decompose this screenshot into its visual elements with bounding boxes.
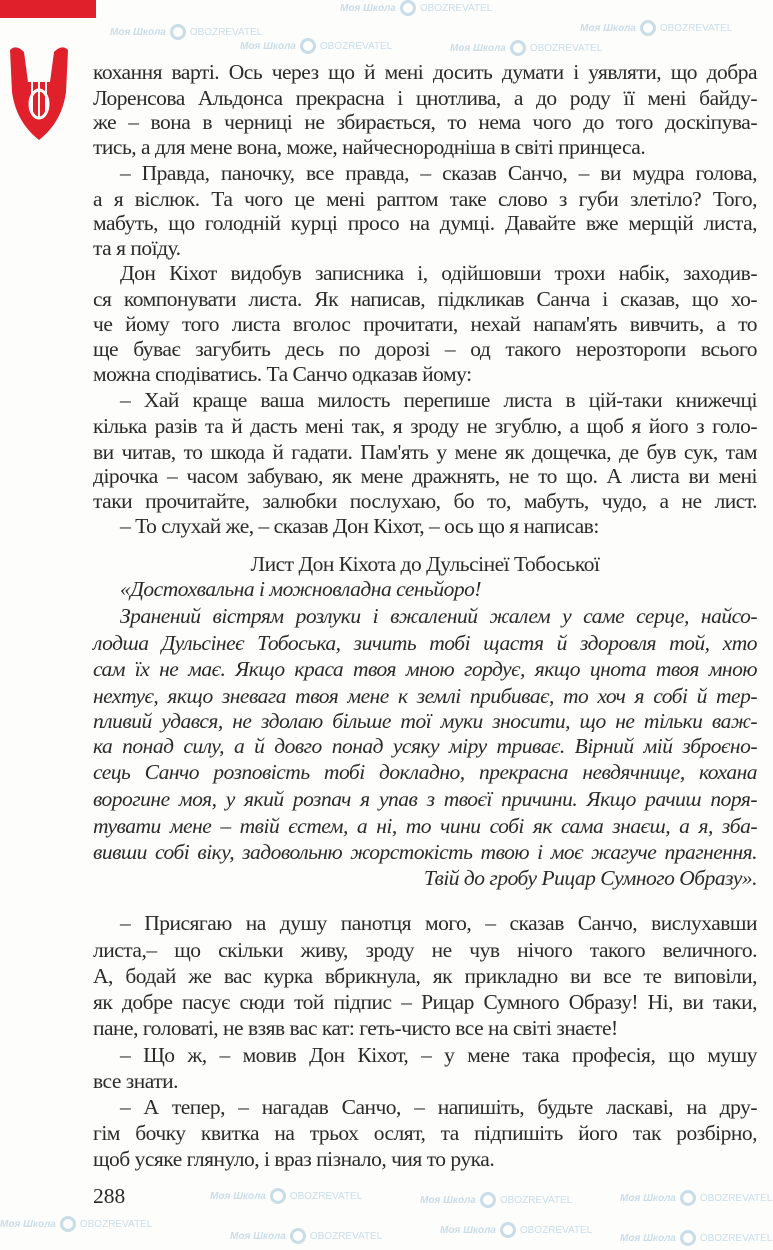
watermark-school: Моя Школа	[340, 2, 396, 14]
watermark-brand: OBOZREVATEL	[699, 1232, 773, 1244]
watermark-school: Моя Школа	[420, 1194, 476, 1206]
page-number: 288	[93, 1184, 126, 1208]
letter-text-line: тувати мене – твій єстем, а ні, то чини собі як сама знаєш, а я, зба-	[93, 814, 757, 838]
watermark	[340, 0, 492, 16]
watermark	[0, 1216, 152, 1232]
letter-text-line: «Достохвальна і можновладна сеньйоро!	[120, 577, 481, 601]
watermark-brand: OBOZREVATEL	[659, 22, 733, 34]
watermark	[240, 38, 392, 54]
watermark	[620, 1190, 772, 1206]
red-corner-bar	[0, 0, 96, 18]
watermark	[420, 1192, 572, 1208]
text-line: листа,– що скільки живу, зроду не чув нічого такого величного.	[93, 938, 757, 962]
watermark-logo-icon	[480, 1192, 496, 1208]
text-line: все знати.	[93, 1069, 179, 1093]
watermark	[580, 20, 732, 36]
watermark-school: Моя Школа	[240, 40, 296, 52]
watermark	[230, 1228, 382, 1244]
watermark-logo-icon	[300, 38, 316, 54]
text-line: можна сподіватись. Та Санчо одказав йому:	[93, 362, 472, 386]
text-line: кілька разів та й дасть мені так, я зроду не згублю, а щоб я його з голо-	[93, 414, 757, 438]
letter-text-line: нехтує, якщо зневага твоя мене к землі прибиває, то хоч я собі й тер-	[93, 684, 757, 708]
watermark-logo-icon	[640, 20, 656, 36]
text-line: Дон Кіхот видобув записника і, одійшовши трохи набік, заходив-	[120, 261, 757, 285]
watermark-brand: OBOZREVATEL	[189, 26, 263, 38]
watermark	[450, 40, 602, 56]
watermark-logo-icon	[170, 24, 186, 40]
letter-text-line: вивши собі віку, задовольню жорстокість твою і моє жагуче прагнення.	[93, 840, 757, 864]
letter-text-line: Твій до гробу Рицар Сумного Образу».	[423, 866, 757, 890]
text-line: мабуть, що голодній курці просо на думці. Давайте вже мерщій листа,	[93, 211, 757, 235]
watermark-school: Моя Школа	[230, 1230, 286, 1242]
watermark-logo-icon	[510, 40, 526, 56]
text-line: таки прочитайте, залюбки послухаю, бо то, мабуть, чудо, а не лист.	[93, 489, 757, 513]
watermark-school: Моя Школа	[620, 1232, 676, 1244]
text-line: тись, а для мене вона, може, найчеснородніша в світі принцеса.	[93, 135, 646, 159]
text-line: пане, головаті, не взяв вас кат: геть-чисто все на світі знаєте!	[93, 1016, 618, 1040]
text-line: ся компонувати листа. Як написав, підкликав Санча і сказав, що хо-	[93, 287, 757, 311]
watermark-logo-icon	[270, 1188, 286, 1204]
text-line: – Що ж, – мовив Дон Кіхот, – у мене така професія, що мушу	[120, 1043, 757, 1067]
watermark-brand: OBOZREVATEL	[309, 1230, 383, 1242]
watermark-brand: OBOZREVATEL	[529, 42, 603, 54]
text-line: А, бодай же вас курка вбрикнула, як прикладно ви все те виповіли,	[93, 964, 757, 988]
letter-text-line: ворогине моя, у який розпач я упав з твоєї причини. Якщо рачиш поря-	[93, 787, 757, 811]
watermark	[440, 1222, 592, 1238]
text-line: гім бочку квитка на трьох ослят, та підпишіть його так розбірно,	[93, 1121, 757, 1145]
watermark-school: Моя Школа	[450, 42, 506, 54]
letter-text-line: сець Санчо розповість тобі докладно, прекрасна невдячнице, кохана	[93, 760, 757, 784]
text-line: як добре пасує сюди той підпис – Рицар Сумного Образу! Ні, ви таки,	[93, 990, 757, 1014]
watermark-school: Моя Школа	[440, 1224, 496, 1236]
watermark	[620, 1230, 772, 1246]
text-line: дірочка – часом забуваю, як мене дражнять, не то що. А листа ви мені	[93, 464, 757, 488]
watermark-logo-icon	[290, 1228, 306, 1244]
text-line: та я поїду.	[93, 236, 181, 260]
watermark-brand: OBOZREVATEL	[499, 1194, 573, 1206]
text-line: – Присягаю на душу панотця мого, – сказав Санчо, вислухавши	[120, 911, 757, 935]
text-line: – Правда, паночку, все правда, – сказав Санчо, – ви мудра голова,	[120, 161, 757, 185]
text-line: ви читав, то шкода й гадати. Пам'ять у мене як дощечка, де був сук, там	[93, 440, 757, 464]
text-line: кохання варті. Ось через що й мені досить думати і уявляти, що добра	[93, 60, 757, 84]
watermark-brand: OBOZREVATEL	[319, 40, 393, 52]
letter-text-line: пливий удався, не здолаю більше тої муки зносити, що не тільки важ-	[93, 709, 757, 733]
watermark-logo-icon	[400, 0, 416, 16]
text-line: – А тепер, – нагадав Санчо, – напишіть, будьте ласкаві, на дру-	[120, 1095, 757, 1119]
letter-text-line: сам їх не має. Якщо краса твоя мною гордує, якщо цнота твоя мною	[93, 657, 757, 681]
text-line: че йому того листа вголос прочитати, нехай напам'ять вивчить, а то	[93, 312, 757, 336]
text-line: – Хай краще ваша милость перепише листа в цій-таки книжечці	[120, 388, 757, 412]
watermark-logo-icon	[680, 1190, 696, 1206]
text-line: же – вона в черниці не збирається, то нема чого до того доскіпува-	[93, 110, 757, 134]
watermark-school: Моя Школа	[580, 22, 636, 34]
watermark-logo-icon	[500, 1222, 516, 1238]
text-line: а я віслюк. Та чого це мені раптом таке слово з губи злетіло? Того,	[93, 187, 757, 211]
text-line: Лоренсова Альдонса прекрасна і цнотлива, а до роду її мені байду-	[93, 86, 757, 110]
watermark-school: Моя Школа	[620, 1192, 676, 1204]
watermark-logo-icon	[60, 1216, 76, 1232]
text-line: щоб усяке глянуло, і враз пізнало, чия то рука.	[93, 1147, 495, 1171]
letter-text-line: лодша Дульсінеє Тобоська, зичить тобі щастя й здоровля той, хто	[93, 631, 757, 655]
watermark-brand: OBOZREVATEL	[289, 1190, 363, 1202]
letter-heading: Лист Дон Кіхота до Дульсінеї Тобоської	[250, 552, 600, 576]
watermark-brand: OBOZREVATEL	[419, 2, 493, 14]
watermark-logo-icon	[680, 1230, 696, 1246]
watermark-school: Моя Школа	[210, 1190, 266, 1202]
letter-text-line: ка понад силу, а й довго понад усяку міру триває. Вірний мій зброєно-	[93, 734, 757, 758]
watermark-brand: OBOZREVATEL	[699, 1192, 773, 1204]
text-line: – То слухай же, – сказав Дон Кіхот, – ось що я написав:	[120, 514, 599, 538]
watermark-brand: OBOZREVATEL	[519, 1224, 593, 1236]
watermark	[210, 1188, 362, 1204]
letter-text-line: Зранений вістрям розлуки і вжалений жалем у саме серце, найсо-	[120, 604, 757, 628]
watermark-school: Моя Школа	[110, 26, 166, 38]
text-line: ще буває загубить десь по дорозі – од такого нерозторопи всього	[93, 337, 757, 361]
watermark-school: Моя Школа	[0, 1218, 56, 1230]
watermark-brand: OBOZREVATEL	[79, 1218, 153, 1230]
lyre-logo-icon	[6, 42, 72, 142]
